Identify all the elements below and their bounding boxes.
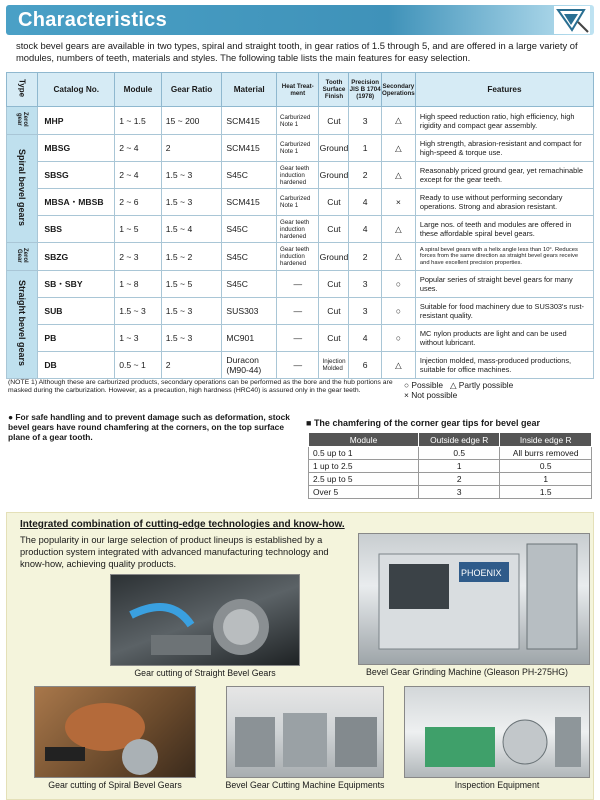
table-row bbox=[7, 271, 594, 298]
cell-ratio: 1.5 ~ 3 bbox=[161, 325, 222, 352]
gear-cutting-illustration bbox=[111, 575, 300, 666]
cell-precision: 3 bbox=[349, 298, 381, 325]
cell-heat: Carburized Note 1 bbox=[277, 107, 319, 135]
cell-material: S45C bbox=[222, 271, 277, 298]
type-label: Zerol Gear bbox=[16, 248, 29, 263]
chamfer-cell: 3 bbox=[419, 486, 500, 499]
type-label: Spiral bevel gears bbox=[17, 148, 28, 227]
type-label: Zerol gear bbox=[16, 112, 29, 127]
safety-note: ● For safe handling and to prevent damage such as deformation, stock bevel gears have round chamfering at the corners, on the top surface plane of a gear tooth. bbox=[8, 412, 290, 442]
cell-material: SCM415 bbox=[222, 189, 277, 216]
header-type: Type bbox=[7, 73, 38, 107]
cell-ratio: 1.5 ~ 2 bbox=[161, 243, 222, 271]
table-row bbox=[7, 107, 594, 135]
panel-text: The popularity in our large selection of product lineups is established by a production system integrated with advanced manufacturing technology and know-how, achieving quality products. bbox=[20, 535, 329, 569]
legend-partly: △ Partly possible bbox=[450, 380, 514, 390]
cell-features: Suitable for food machinery due to SUS303's rust-resistant quality. bbox=[415, 298, 593, 325]
cell-ratio: 15 ~ 200 bbox=[161, 107, 222, 135]
chamfer-cell: 0.5 bbox=[419, 447, 500, 460]
chamfer-cell: All burrs removed bbox=[500, 447, 592, 460]
chamfer-cell: 2.5 up to 5 bbox=[309, 473, 419, 486]
cell-catalog: SBSG bbox=[38, 162, 115, 189]
cell-features: Reasonably priced ground gear, yet remachinable except for the gear teeth. bbox=[415, 162, 593, 189]
intro-paragraph: stock bevel gears are available in two types, spiral and straight tooth, in gear ratios of 1.5 through 5, and are offered in a large variety of modules, numbers of teeth, materials and styles. The following table lists the main features for easy selection. bbox=[16, 40, 578, 63]
cell-material: Duracon (M90-44) bbox=[222, 352, 277, 379]
legend bbox=[404, 380, 594, 400]
cell-features: Large nos. of teeth and modules are offered in these affordable spiral bevel gears. bbox=[415, 216, 593, 243]
cell-features: MC nylon products are light and can be used without lubricant. bbox=[415, 325, 593, 352]
chamfer-cell: 1 bbox=[419, 460, 500, 473]
caption-cutting-machines: Bevel Gear Cutting Machine Equipments bbox=[225, 780, 385, 790]
cell-module: 2 ~ 6 bbox=[115, 189, 162, 216]
photo-inspection-equipment bbox=[404, 686, 590, 778]
header-precision: Precision JIS B 1704 (1978) bbox=[349, 73, 381, 107]
cell-ratio: 1.5 ~ 3 bbox=[161, 189, 222, 216]
cell-features: High speed reduction ratio, high efficiency, high rigidity and compact gear assembly. bbox=[415, 107, 593, 135]
type-label: Straight bevel gears bbox=[17, 280, 28, 367]
cell-material: SCM415 bbox=[222, 135, 277, 162]
cell-module: 0.5 ~ 1 bbox=[115, 352, 162, 379]
cell-precision: 4 bbox=[349, 325, 381, 352]
cell-catalog: MHP bbox=[38, 107, 115, 135]
header-ratio: Gear Ratio bbox=[161, 73, 222, 107]
cell-ratio: 2 bbox=[161, 352, 222, 379]
cell-secondary: △ bbox=[381, 352, 415, 379]
table-row bbox=[7, 243, 594, 271]
chamfer-title-text: The chamfering of the corner gear tips for bevel gear bbox=[313, 418, 540, 428]
photo-straight-bevel-cutting bbox=[110, 574, 300, 666]
cell-heat: — bbox=[277, 298, 319, 325]
table-row bbox=[7, 352, 594, 379]
grinding-machine-illustration bbox=[359, 534, 590, 665]
table-row bbox=[309, 447, 592, 460]
table-row bbox=[309, 473, 592, 486]
cell-secondary: △ bbox=[381, 135, 415, 162]
chamfer-header: Outside edge R bbox=[419, 433, 500, 447]
cell-material: SCM415 bbox=[222, 107, 277, 135]
chamfer-table bbox=[308, 432, 592, 499]
header-heat: Heat Treat-ment bbox=[277, 73, 319, 107]
cell-precision: 2 bbox=[349, 243, 381, 271]
cell-secondary: × bbox=[381, 189, 415, 216]
panel-title: Integrated combination of cutting-edge technologies and know-how. bbox=[20, 519, 345, 530]
features-table bbox=[6, 72, 594, 379]
cell-finish: Ground bbox=[319, 243, 349, 271]
legend-not: × Not possible bbox=[404, 390, 458, 400]
chamfer-cell: 1.5 bbox=[500, 486, 592, 499]
cell-precision: 4 bbox=[349, 189, 381, 216]
legend-possible: ○ Possible bbox=[404, 380, 444, 390]
cell-secondary: ○ bbox=[381, 325, 415, 352]
machine-label: PHOENIX bbox=[461, 568, 502, 578]
cell-material: S45C bbox=[222, 216, 277, 243]
cell-heat: Carburized Note 1 bbox=[277, 135, 319, 162]
cell-material: S45C bbox=[222, 162, 277, 189]
cell-ratio: 1.5 ~ 3 bbox=[161, 162, 222, 189]
factory-illustration bbox=[227, 687, 384, 778]
caption-grinding-machine: Bevel Gear Grinding Machine (Gleason PH-275HG) bbox=[366, 667, 568, 677]
chamfer-cell: 2 bbox=[419, 473, 500, 486]
cell-heat: Gear teeth induction hardened bbox=[277, 162, 319, 189]
inspection-illustration bbox=[405, 687, 590, 778]
table-row bbox=[309, 460, 592, 473]
header-material: Material bbox=[222, 73, 277, 107]
chamfer-cell: 1 up to 2.5 bbox=[309, 460, 419, 473]
cell-ratio: 1.5 ~ 3 bbox=[161, 298, 222, 325]
cell-precision: 6 bbox=[349, 352, 381, 379]
cell-secondary: ○ bbox=[381, 271, 415, 298]
cell-heat: Gear teeth induction hardened bbox=[277, 243, 319, 271]
header-features: Features bbox=[415, 73, 593, 107]
type-cell bbox=[7, 271, 38, 379]
table-row bbox=[7, 162, 594, 189]
chamfer-cell: 0.5 bbox=[500, 460, 592, 473]
chamfer-header: Module bbox=[309, 433, 419, 447]
type-cell bbox=[7, 243, 38, 271]
cell-ratio: 1.5 ~ 4 bbox=[161, 216, 222, 243]
cell-secondary: △ bbox=[381, 162, 415, 189]
cell-catalog: SUB bbox=[38, 298, 115, 325]
cell-module: 2 ~ 3 bbox=[115, 243, 162, 271]
cell-finish: Cut bbox=[319, 325, 349, 352]
cell-module: 2 ~ 4 bbox=[115, 162, 162, 189]
cell-secondary: △ bbox=[381, 216, 415, 243]
cell-precision: 4 bbox=[349, 216, 381, 243]
table-header-row bbox=[7, 73, 594, 107]
cell-module: 1 ~ 8 bbox=[115, 271, 162, 298]
cell-finish: Cut bbox=[319, 107, 349, 135]
cell-precision: 1 bbox=[349, 135, 381, 162]
cell-heat: — bbox=[277, 325, 319, 352]
chamfer-cell: 0.5 up to 1 bbox=[309, 447, 419, 460]
cell-precision: 2 bbox=[349, 162, 381, 189]
cell-catalog: SBZG bbox=[38, 243, 115, 271]
cell-ratio: 1.5 ~ 5 bbox=[161, 271, 222, 298]
cell-heat: — bbox=[277, 271, 319, 298]
header-module: Module bbox=[115, 73, 162, 107]
table-row bbox=[309, 486, 592, 499]
cell-finish: Cut bbox=[319, 271, 349, 298]
cell-catalog: PB bbox=[38, 325, 115, 352]
cell-finish: Cut bbox=[319, 298, 349, 325]
cell-material: SUS303 bbox=[222, 298, 277, 325]
cell-module: 1 ~ 5 bbox=[115, 216, 162, 243]
caption-straight-bevel: Gear cutting of Straight Bevel Gears bbox=[134, 668, 276, 678]
cell-finish: Injection Molded bbox=[319, 352, 349, 379]
photo-grinding-machine bbox=[358, 533, 590, 665]
header-catalog: Catalog No. bbox=[38, 73, 115, 107]
caption-inspection: Inspection Equipment bbox=[454, 780, 540, 790]
note-1: (NOTE 1) Although these are carburized products, secondary operations can be performed as the bore and the hub portions are masked during the carburization. However, as a precaution, high hardness (HRC40) is assured only in the gear teeth. bbox=[8, 379, 393, 394]
chamfer-cell: 1 bbox=[500, 473, 592, 486]
caption-spiral-bevel: Gear cutting of Spiral Bevel Gears bbox=[48, 780, 182, 790]
cell-catalog: MBSG bbox=[38, 135, 115, 162]
cell-features: High strength, abrasion-resistant and compact for high-speed & torque use. bbox=[415, 135, 593, 162]
cell-heat: Carburized Note 1 bbox=[277, 189, 319, 216]
gear-tool-logo-icon bbox=[554, 6, 590, 34]
cell-module: 1 ~ 3 bbox=[115, 325, 162, 352]
cell-ratio: 2 bbox=[161, 135, 222, 162]
cell-material: S45C bbox=[222, 243, 277, 271]
chamfer-cell: Over 5 bbox=[309, 486, 419, 499]
cell-finish: Ground bbox=[319, 135, 349, 162]
table-row bbox=[7, 135, 594, 162]
header-finish: Tooth Surface Finish bbox=[319, 73, 349, 107]
table-row bbox=[7, 298, 594, 325]
cell-secondary: ○ bbox=[381, 298, 415, 325]
cell-precision: 3 bbox=[349, 107, 381, 135]
cell-features: Ready to use without performing secondary operations. Strong and abrasion resistant. bbox=[415, 189, 593, 216]
header-secondary: Secondary Operations bbox=[381, 73, 415, 107]
chamfer-header: Inside edge R bbox=[500, 433, 592, 447]
table-row bbox=[7, 216, 594, 243]
cell-module: 1 ~ 1.5 bbox=[115, 107, 162, 135]
photo-spiral-bevel-cutting bbox=[34, 686, 196, 778]
type-cell bbox=[7, 135, 38, 243]
cell-secondary: △ bbox=[381, 107, 415, 135]
cell-finish: Cut bbox=[319, 189, 349, 216]
cell-features: A spiral bevel gears with a helix angle less than 10°. Reduces forces from the same direction as straight bevel gears receive and have excellent precision properties. bbox=[415, 243, 593, 271]
cell-catalog: DB bbox=[38, 352, 115, 379]
cell-catalog: MBSA・MBSB bbox=[38, 189, 115, 216]
cell-module: 1.5 ~ 3 bbox=[115, 298, 162, 325]
cell-finish: Cut bbox=[319, 216, 349, 243]
cell-heat: — bbox=[277, 352, 319, 379]
cell-features: Popular series of straight bevel gears for many uses. bbox=[415, 271, 593, 298]
cell-secondary: △ bbox=[381, 243, 415, 271]
chamfer-title: ■ The chamfering of the corner gear tips for bevel gear bbox=[306, 418, 540, 428]
photo-cutting-machines bbox=[226, 686, 384, 778]
cell-precision: 3 bbox=[349, 271, 381, 298]
cell-material: MC901 bbox=[222, 325, 277, 352]
cell-heat: Gear teeth induction hardened bbox=[277, 216, 319, 243]
cell-catalog: SB・SBY bbox=[38, 271, 115, 298]
cell-catalog: SBS bbox=[38, 216, 115, 243]
cell-features: Injection molded, mass-produced productions, suitable for office machines. bbox=[415, 352, 593, 379]
type-cell bbox=[7, 107, 38, 135]
table-row bbox=[7, 189, 594, 216]
page-title: Characteristics bbox=[18, 9, 168, 31]
cell-module: 2 ~ 4 bbox=[115, 135, 162, 162]
cell-finish: Ground bbox=[319, 162, 349, 189]
title-band bbox=[6, 5, 594, 35]
table-row bbox=[7, 325, 594, 352]
spiral-gear-illustration bbox=[35, 687, 196, 778]
